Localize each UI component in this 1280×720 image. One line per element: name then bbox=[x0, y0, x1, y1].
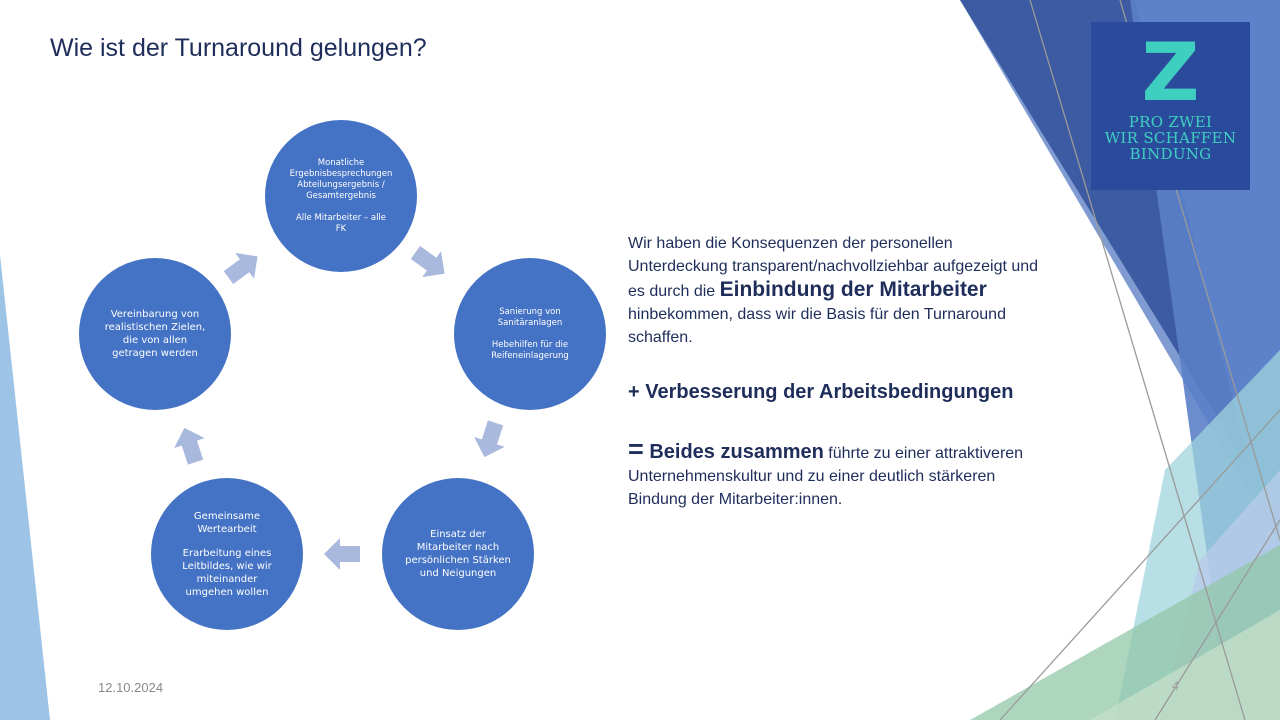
paragraph-2: + Verbesserung der Arbeitsbedingungen bbox=[628, 381, 1014, 403]
cycle-arrow-top-left bbox=[218, 242, 268, 292]
node-text: realistischen Zielen, bbox=[104, 322, 206, 333]
node-text: und Neigungen bbox=[419, 568, 497, 579]
logo-text-line-2: WIR SCHAFFEN bbox=[1104, 129, 1237, 147]
logo-text-line-3: BINDUNG bbox=[1129, 145, 1212, 163]
cycle-node-bottom-left bbox=[151, 478, 303, 630]
node-text: persönlichen Stärken bbox=[405, 555, 511, 566]
node-text: Gesamtergebnis bbox=[306, 190, 376, 201]
node-text: Erarbeitung eines bbox=[182, 547, 272, 559]
node-text: Ergebnisbesprechungen bbox=[289, 168, 393, 179]
cycle-arrow-right-down bbox=[465, 415, 515, 465]
cycle-arrow-top-right bbox=[405, 238, 455, 288]
node-text: Hebehilfen für die bbox=[491, 339, 569, 350]
company-logo bbox=[1091, 22, 1250, 190]
cycle-node-top bbox=[265, 120, 417, 272]
node-text: getragen werden bbox=[112, 348, 198, 359]
cycle-arrow-left-up bbox=[165, 420, 215, 470]
text-line: es durch die bbox=[628, 283, 720, 300]
paragraph-3 bbox=[628, 434, 1118, 511]
logo-text-line-1: PRO ZWEI bbox=[1128, 113, 1213, 131]
node-text: FK bbox=[335, 223, 347, 234]
cycle-node-left bbox=[79, 258, 231, 410]
node-text: Einsatz der bbox=[430, 529, 486, 540]
node-text: Mitarbeiter nach bbox=[416, 542, 500, 553]
text-line: führte zu einer attraktiveren bbox=[823, 445, 1024, 462]
node-text: Alle Mitarbeiter – alle bbox=[295, 212, 387, 223]
node-text: Vereinbarung von bbox=[110, 309, 200, 320]
cycle-arrow-bottom-left bbox=[317, 529, 367, 579]
node-text: miteinander bbox=[196, 573, 258, 585]
node-text: umgehen wollen bbox=[185, 586, 269, 598]
text-line: hinbekommen, dass wir die Basis für den Turnaround bbox=[628, 306, 1006, 323]
node-text: Monatliche bbox=[317, 157, 365, 168]
footer-date: 12.10.2024 bbox=[98, 680, 164, 695]
left-decor-shape bbox=[0, 255, 50, 720]
text-line: Unterdeckung transparent/nachvollziehbar aufgezeigt und bbox=[628, 258, 1039, 275]
node-text: die von allen bbox=[122, 335, 188, 346]
text-line: Wir haben die Konsequenzen der personellen bbox=[628, 235, 953, 252]
body-text bbox=[628, 232, 1118, 511]
slide-title: Wie ist der Turnaround gelungen? bbox=[50, 34, 427, 62]
logo-letter: Z bbox=[1141, 26, 1200, 119]
node-text: Leitbildes, wie wir bbox=[182, 560, 272, 572]
node-text: Gemeinsame bbox=[193, 510, 261, 522]
node-text: Reifeneinlagerung bbox=[491, 350, 569, 361]
emphasis-text: Einbindung der Mitarbeiter bbox=[719, 278, 987, 301]
equals-sign: = bbox=[628, 434, 644, 464]
text-line: Unternehmenskultur und zu einer deutlich stärkeren bbox=[628, 468, 996, 485]
cycle-node-bottom-right bbox=[382, 478, 534, 630]
paragraph-1 bbox=[628, 232, 1118, 349]
node-text: Wertearbeit bbox=[197, 523, 257, 535]
page-number: 4 bbox=[1172, 679, 1179, 693]
emphasis-text: Beides zusammen bbox=[643, 441, 824, 463]
node-text: Sanierung von bbox=[499, 306, 561, 317]
text-line: schaffen. bbox=[628, 329, 693, 346]
cycle-node-right bbox=[454, 258, 606, 410]
node-text: Abteilungsergebnis / bbox=[297, 179, 385, 190]
node-text: Sanitäranlagen bbox=[497, 317, 563, 328]
text-line: Bindung der Mitarbeiter:innen. bbox=[628, 491, 843, 508]
